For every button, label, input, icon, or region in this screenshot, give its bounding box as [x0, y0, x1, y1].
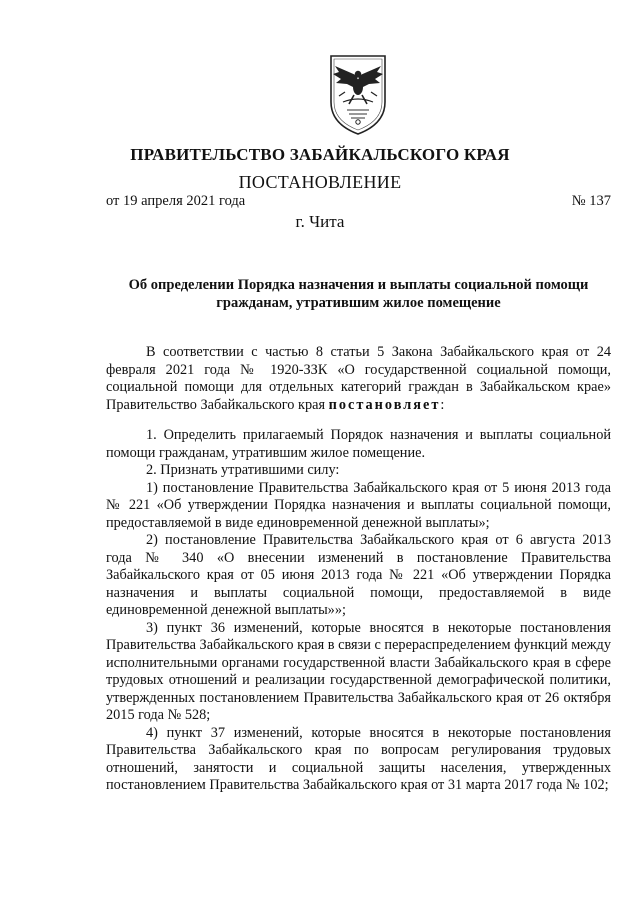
item-paragraph-4: 2) постановление Правительства Забайкальского края от 6 августа 2013 года № 340 «О внесении изменений в постановление Правительства Забайкальского края от 05 июня 2013 года № 221 «Об утверждении Порядка назначения и выплаты социальной помощи, предоставляемой в виде единовременной денежной выплаты»»; — [106, 532, 611, 618]
item-paragraph-5: 3) пункт 36 изменений, которые вносятся в некоторые постановления Правительства Забайкальского края в связи с перераспределением функций между исполнительными органами государственной власти Забайкальского края в сфере трудовых отношений и реализации государственной демографической политики, утвержденных постановлением Правительства Забайкальского края от 26 октября 2015 года № 528; — [106, 619, 611, 723]
item-paragraph-2: 2. Признать утратившими силу: — [146, 462, 340, 478]
coat-of-arms-icon — [325, 52, 391, 136]
city-name: г. Чита — [295, 212, 345, 231]
preamble-paragraph — [106, 344, 611, 414]
document-body — [106, 344, 611, 795]
date-number-line — [106, 193, 611, 210]
item-paragraph-6: 4) пункт 37 изменений, которые вносятся в некоторые постановления Правительства Забайкальского края по вопросам регулирования трудовых отношений, занятости и социальной защиты населения, утвержденных постановлением Правительства Забайкальского края от 31 марта 2017 года № 102; — [106, 724, 611, 793]
document-subject: Об определении Порядка назначения и выплаты социальной помощи гражданам, утратившим жилое помещение — [128, 277, 589, 311]
preamble-text: В соответствии с частью 8 статьи 5 Закона Забайкальского края от 24 февраля 2021 года № 1920-ЗЗК «О государственной социальной помощи, социальной помощи для отдельных категорий граждан в Забайкальском крае» Правительство Забайкальского края — [106, 344, 611, 413]
preamble-end: : — [440, 396, 445, 413]
item-paragraph-1: 1. Определить прилагаемый Порядок назначения и выплаты социальной помощи гражданам, утратившим жилое помещение. — [106, 427, 611, 461]
document-type-title: ПОСТАНОВЛЕНИЕ — [238, 172, 402, 192]
decree-word: постановляет — [328, 396, 441, 413]
government-title: ПРАВИТЕЛЬСТВО ЗАБАЙКАЛЬСКОГО КРАЯ — [130, 145, 510, 164]
document-date: от 19 апреля 2021 года — [106, 193, 246, 209]
item-paragraph-3: 1) постановление Правительства Забайкальского края от 5 июня 2013 года № 221 «Об утверждении Порядка назначения и выплаты социальной помощи, предоставляемой в виде единовременной денежной выплаты»; — [106, 479, 611, 531]
document-number: № 137 — [571, 193, 611, 209]
